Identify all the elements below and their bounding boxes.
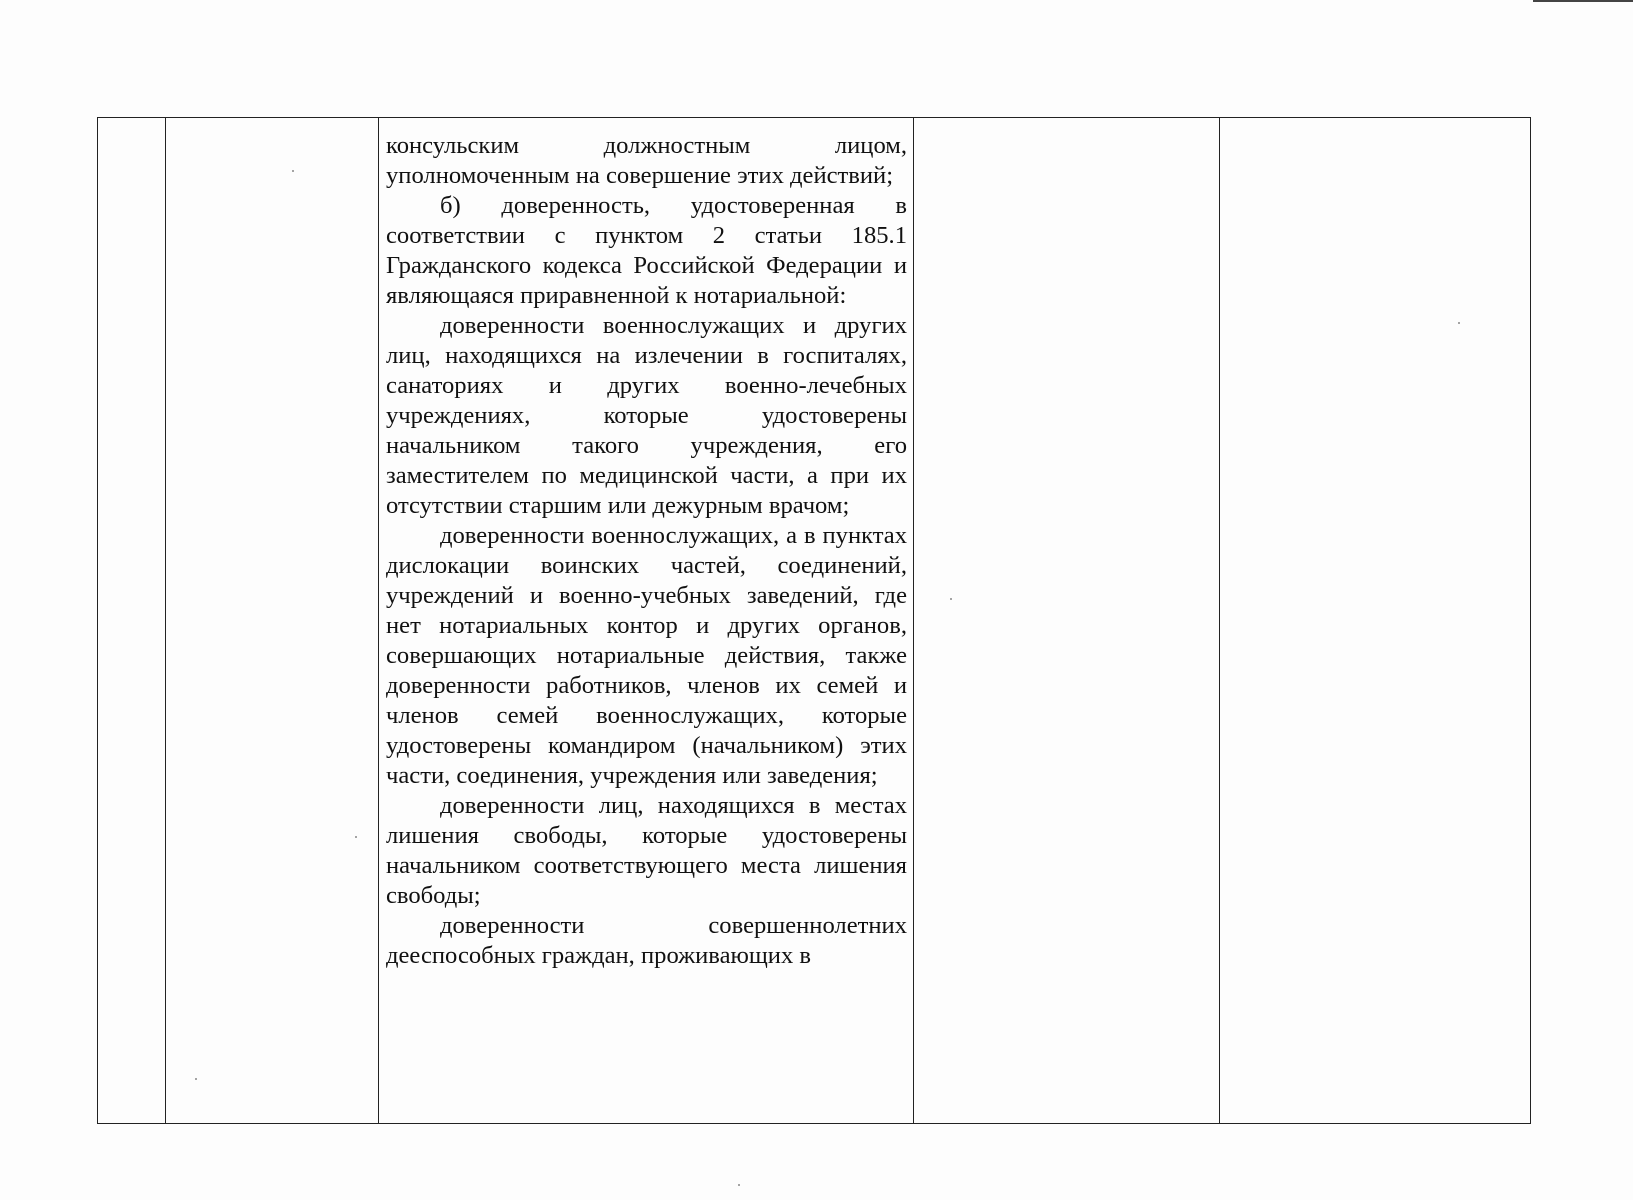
paragraph-consular: консульским должностным лицом, уполномоченным на совершение этих действий; bbox=[386, 132, 907, 189]
scan-edge-mark bbox=[1533, 0, 1633, 2]
scan-speck bbox=[195, 1078, 197, 1080]
paragraph-proxy-b: б) доверенность, удостоверенная в соответствии с пунктом 2 статьи 185.1 Гражданского кодекса Российской Федерации и являющаяся приравненной к нотариальной: bbox=[386, 192, 907, 309]
scan-speck bbox=[950, 598, 952, 600]
paragraph-proxy-adults: доверенности совершеннолетних дееспособных граждан, проживающих в bbox=[386, 912, 907, 969]
table-column-name bbox=[166, 118, 379, 1123]
table-column-number bbox=[98, 118, 166, 1123]
paragraph-proxy-hospital: доверенности военнослужащих и других лиц, находящихся на излечении в госпиталях, санаториях и других военно-лечебных учреждениях, которые удостоверены начальником такого учреждения, его заместителем по медицинской части, а при их отсутствии старшим или дежурным врачом; bbox=[386, 312, 907, 519]
table-column-four bbox=[914, 118, 1220, 1123]
scan-speck bbox=[738, 1184, 740, 1186]
paragraph-proxy-military: доверенности военнослужащих, а в пунктах дислокации воинских частей, соединений, учреждений и военно-учебных заведений, где нет нотариальных контор и других органов, совершающих нотариальные действия, также доверенности работников, членов их семей и членов семей военнослужащих, которые удостоверены командиром (начальником) этих части, соединения, учреждения или заведения; bbox=[386, 522, 907, 789]
table-column-five bbox=[1220, 118, 1530, 1123]
document-table bbox=[97, 117, 1531, 1124]
scan-speck bbox=[292, 170, 294, 172]
table-column-description bbox=[379, 118, 914, 1123]
scan-speck bbox=[355, 836, 357, 838]
scan-speck bbox=[1458, 322, 1460, 324]
paragraph-proxy-prison: доверенности лиц, находящихся в местах лишения свободы, которые удостоверены начальником соответствующего места лишения свободы; bbox=[386, 792, 907, 909]
description-cell-text bbox=[379, 118, 913, 971]
